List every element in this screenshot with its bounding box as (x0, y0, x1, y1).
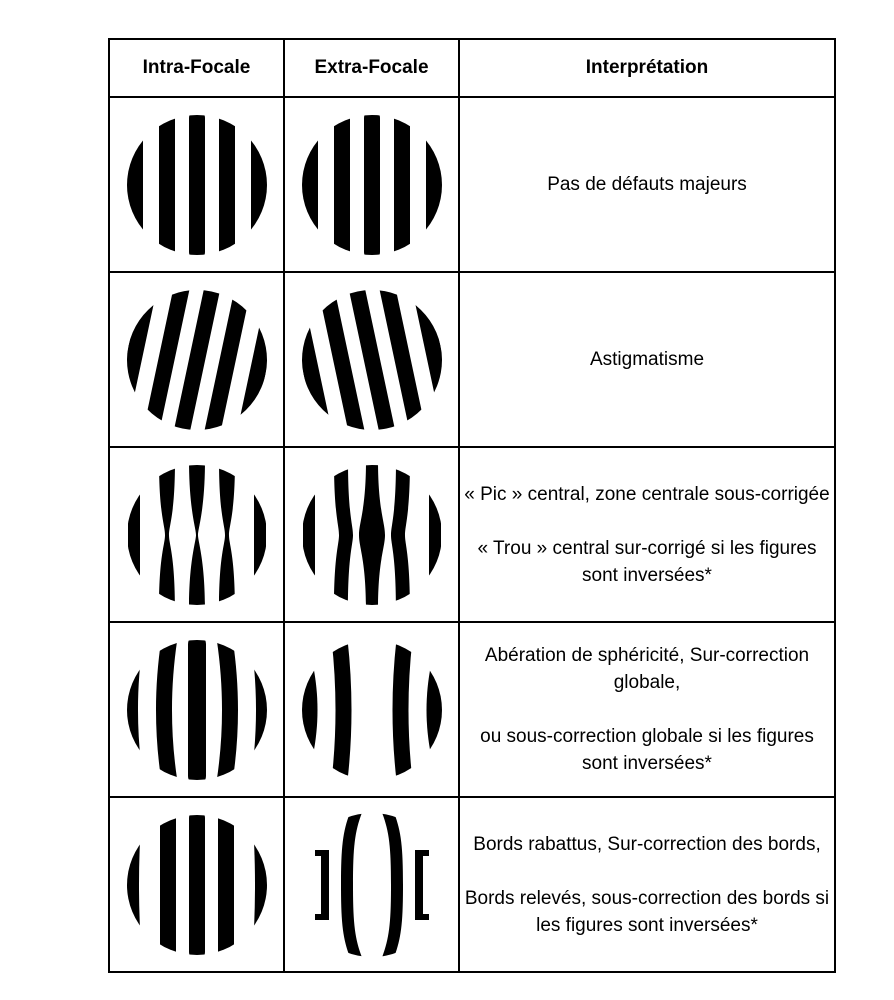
extra-focal-cell (284, 272, 459, 447)
interpretation-text: Abération de sphéricité, Sur-correction globale, (484, 645, 810, 693)
ronchigram-inward-curved-icon (297, 635, 447, 785)
intra-focal-cell (109, 622, 284, 797)
extra-focal-cell (284, 447, 459, 622)
table-row (109, 97, 835, 272)
interpretation-cell (459, 447, 835, 622)
interpretation-cell (459, 97, 835, 272)
ronchigram-outward-curved-icon (122, 635, 272, 785)
interpretation-cell (459, 797, 835, 972)
table-row (109, 797, 835, 972)
interpretation-text: Astigmatisme (589, 349, 705, 370)
header-interpretation: Interprétation (459, 39, 835, 97)
extra-focal-cell (284, 97, 459, 272)
interpretation-text: Pas de défauts majeurs (547, 174, 747, 195)
header-row (109, 39, 835, 97)
ronchigram-edge-hooked-icon (297, 810, 447, 960)
extra-focal-cell (284, 797, 459, 972)
interpretation-alt-text: Bords relevés, sous-correction des bords si les figures sont inversées* (464, 887, 830, 936)
ronchigram-center-bulged-icon (297, 460, 447, 610)
intra-focal-cell (109, 797, 284, 972)
interpretation-text: Bords rabattus, Sur-correction des bords, (473, 833, 821, 855)
table-row (109, 622, 835, 797)
interpretation-cell (459, 272, 835, 447)
intra-focal-cell (109, 272, 284, 447)
ronchigram-center-pinched-icon (122, 460, 272, 610)
intra-focal-cell (109, 447, 284, 622)
interpretation-alt-text: ou sous-correction globale si les figures sont inversées* (480, 726, 814, 774)
interpretation-text: « Pic » central, zone centrale sous-corrigée (464, 483, 830, 505)
ronchi-test-table (108, 38, 836, 973)
intra-focal-cell (109, 97, 284, 272)
ronchigram-straight-bands-icon (122, 810, 272, 960)
table-row (109, 447, 835, 622)
ronchigram-straight-bands-icon (122, 110, 272, 260)
ronchigram-straight-bands-icon (297, 110, 447, 260)
ronchigram-tilted-bands-icon (297, 285, 447, 435)
header-intra-focale: Intra-Focale (109, 39, 284, 97)
table-row (109, 272, 835, 447)
interpretation-alt-text: « Trou » central sur-corrigé si les figures sont inversées* (477, 537, 817, 586)
header-extra-focale: Extra-Focale (284, 39, 459, 97)
extra-focal-cell (284, 622, 459, 797)
ronchigram-tilted-bands-icon (122, 285, 272, 435)
interpretation-cell (459, 622, 835, 797)
